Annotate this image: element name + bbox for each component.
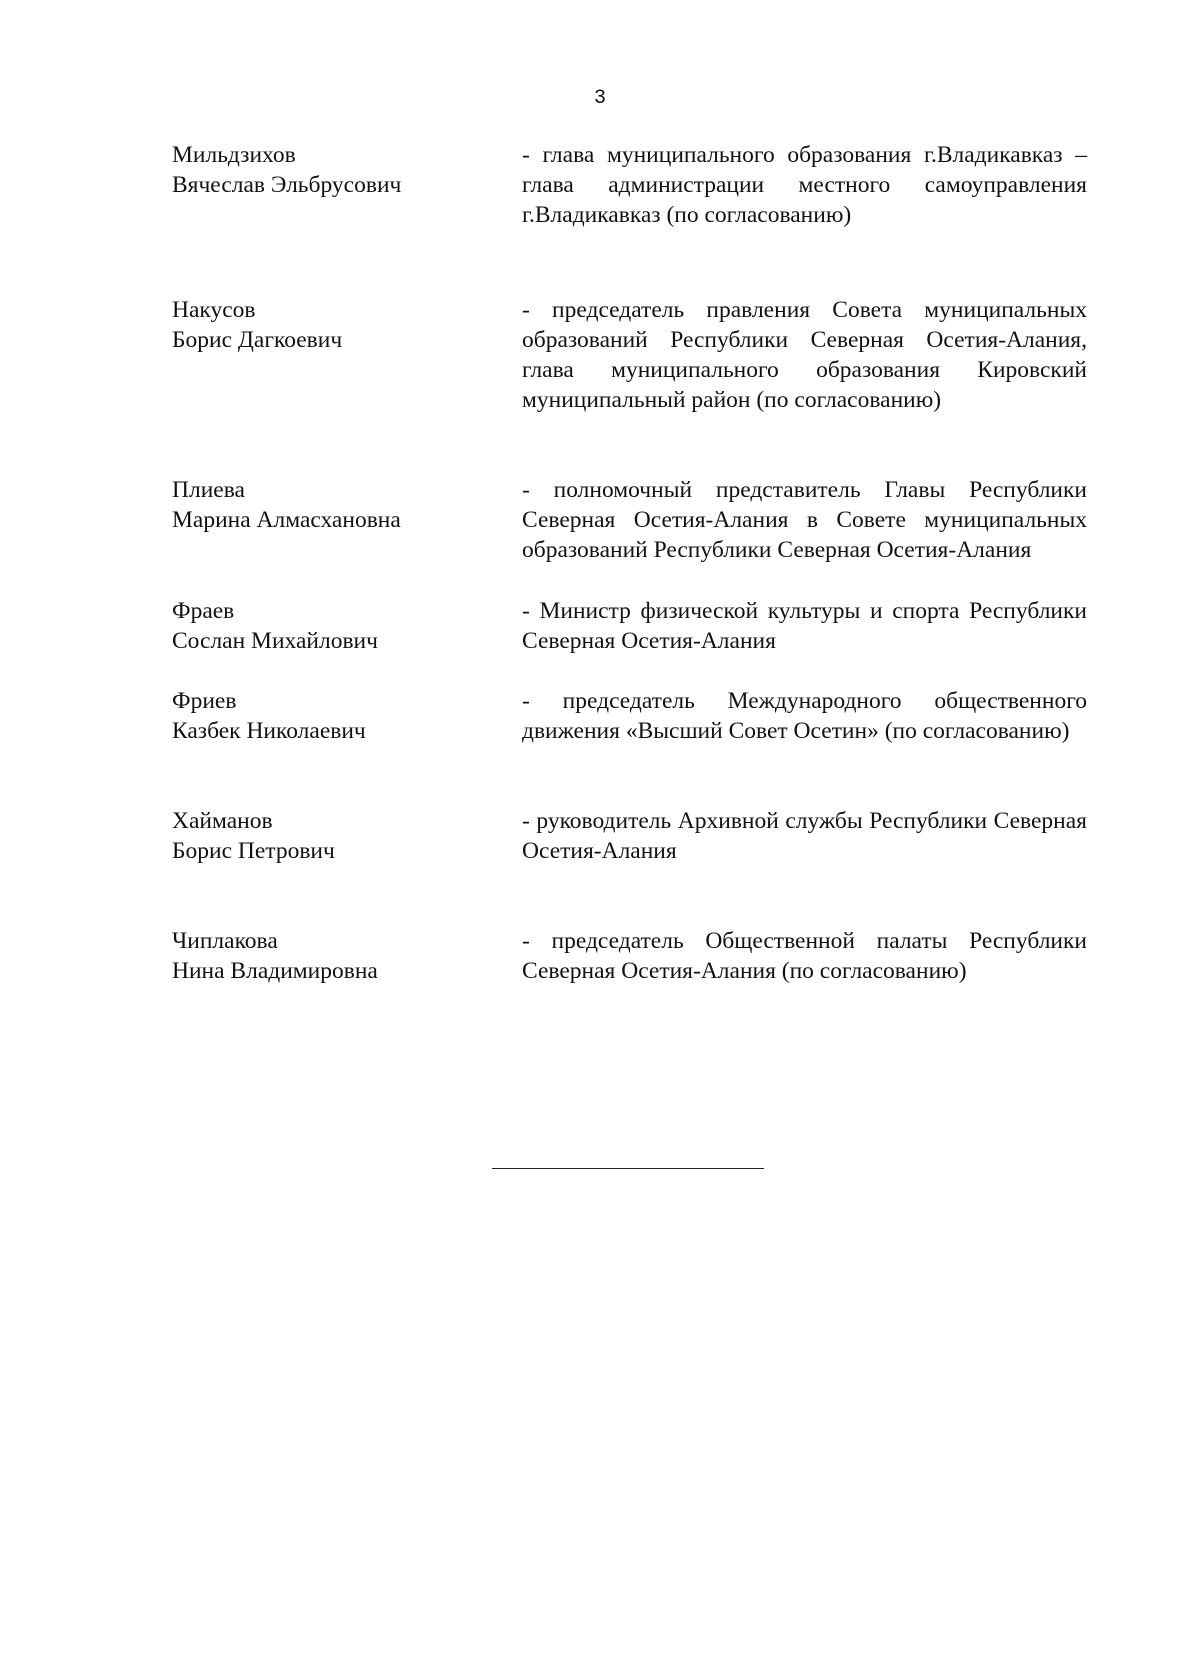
member-name (172, 140, 492, 200)
member-name (172, 475, 492, 535)
member-name (172, 926, 492, 986)
member-surname: Фриев (172, 688, 237, 714)
member-given-names: Борис Петрович (172, 838, 335, 864)
page-number: 3 (593, 87, 606, 110)
member-name (172, 806, 492, 866)
member-position: - руководитель Архивной службы Республики Северная Осетия-Алания (522, 808, 1087, 864)
member-position: - председатель Международного общественного движения «Высший Совет Осетин» (по согласованию) (522, 688, 1087, 744)
member-surname: Мильдзихов (172, 142, 296, 168)
member-position: - полномочный представитель Главы Республики Северная Осетия-Алания в Совете муниципальных образований Республики Северная Осетия-Алания (522, 477, 1087, 563)
member-name (172, 596, 492, 656)
member-given-names: Вячеслав Эльбрусович (172, 172, 402, 198)
member-name (172, 686, 492, 746)
member-given-names: Сослан Михайлович (172, 628, 378, 654)
closing-divider-line (492, 1168, 764, 1169)
member-surname: Плиева (172, 477, 245, 503)
member-surname: Фраев (172, 598, 235, 624)
member-position: - председатель правления Совета муниципальных образований Республики Северная Осетия-Алания, глава муниципального образования Кировский муниципальный район (по согласованию) (522, 297, 1087, 413)
member-position: - председатель Общественной палаты Республики Северная Осетия-Алания (по согласованию) (522, 928, 1087, 984)
member-name (172, 295, 492, 355)
member-surname: Хайманов (172, 808, 273, 834)
member-given-names: Нина Владимировна (172, 958, 378, 984)
member-given-names: Марина Алмасхановна (172, 507, 401, 533)
member-surname: Чиплакова (172, 928, 278, 954)
member-given-names: Борис Дагкоевич (172, 327, 343, 353)
member-surname: Накусов (172, 297, 256, 323)
member-given-names: Казбек Николаевич (172, 718, 366, 744)
member-position: - Министр физической культуры и спорта Республики Северная Осетия-Алания (522, 598, 1087, 654)
member-position: - глава муниципального образования г.Владикавказ – глава администрации местного самоуправления г.Владикавказ (по согласованию) (522, 142, 1087, 228)
